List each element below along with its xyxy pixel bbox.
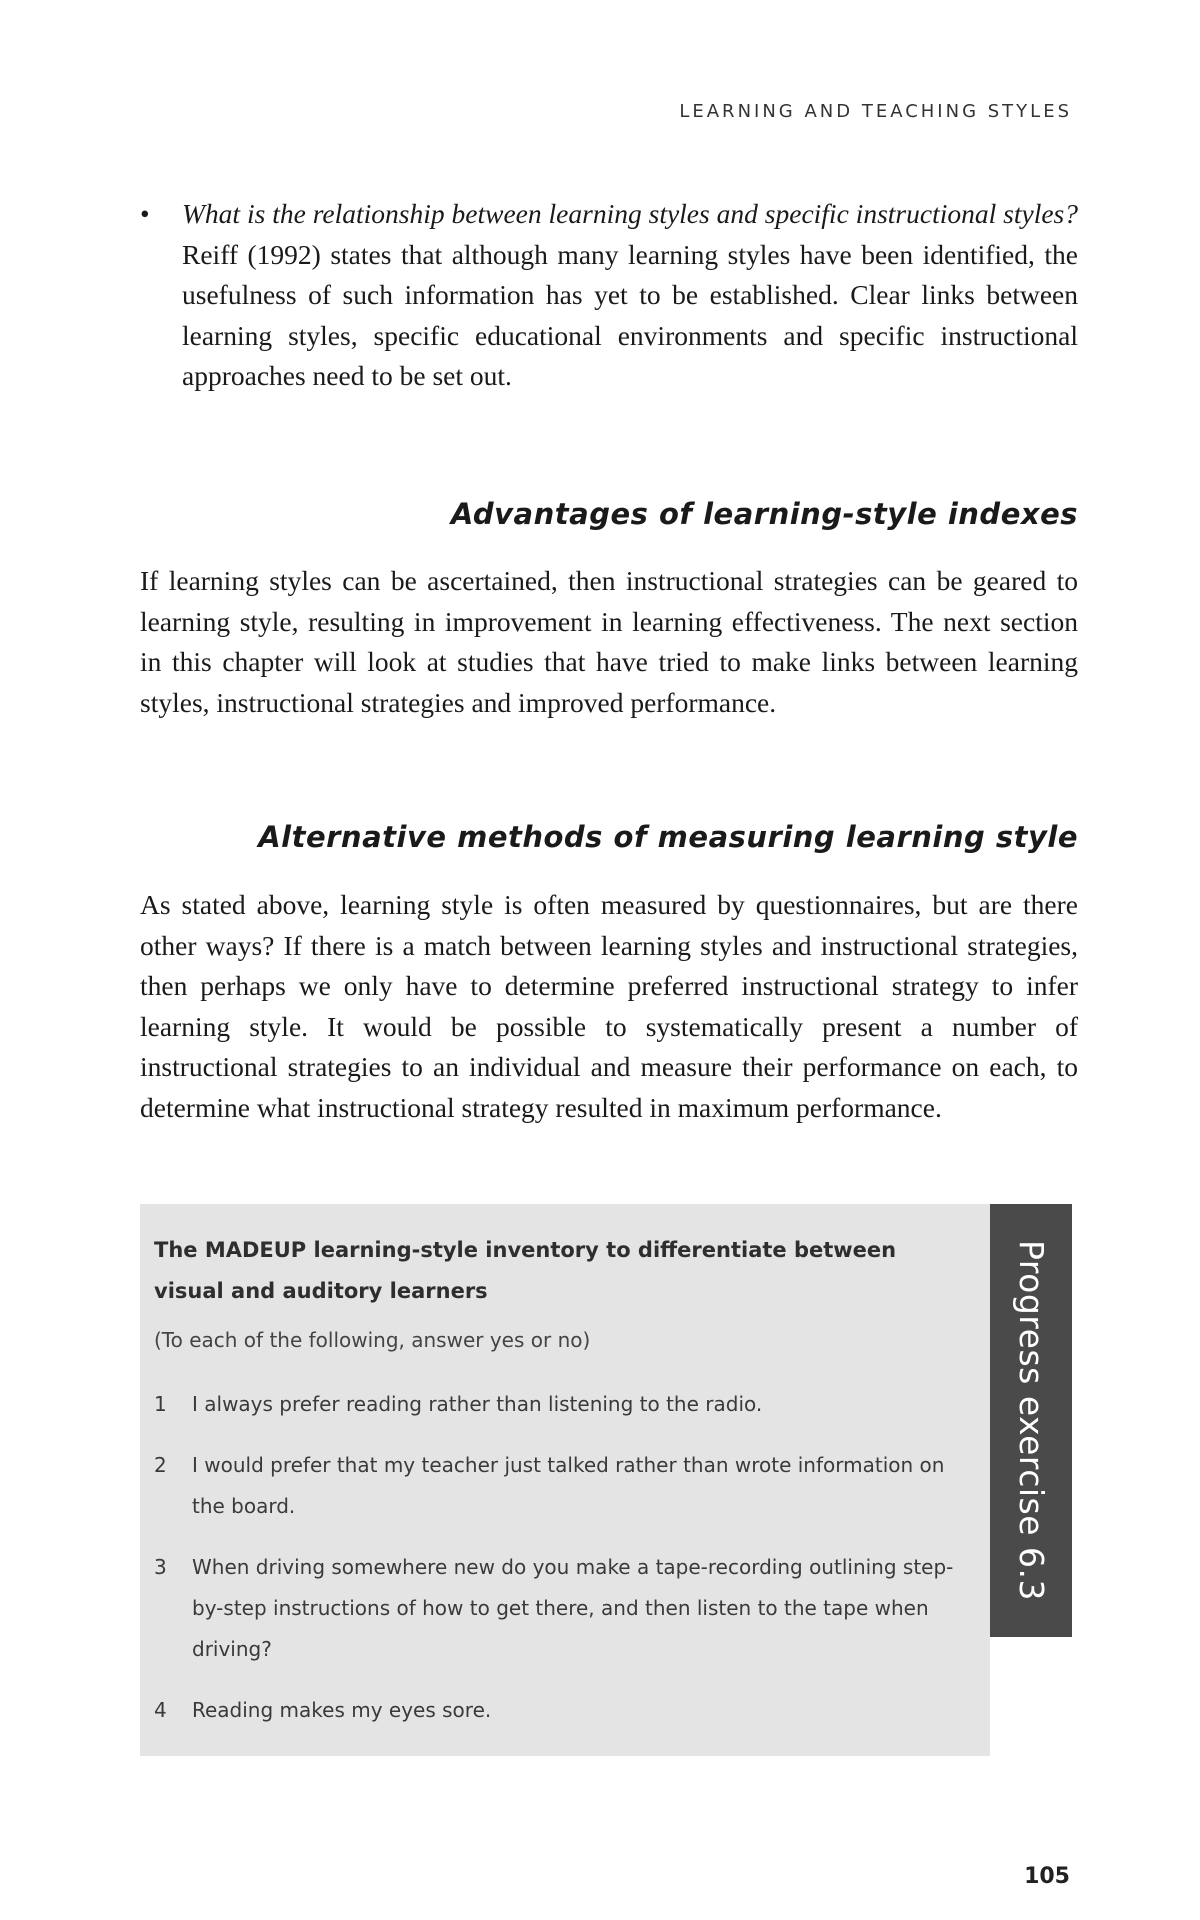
section-heading-advantages: Advantages of learning-style indexes (450, 497, 1078, 531)
exercise-item (154, 1690, 974, 1731)
page-number: 105 (1024, 1864, 1070, 1889)
exercise-item (154, 1384, 974, 1425)
section-heading-alternative-methods: Alternative methods of measuring learning style (258, 820, 1078, 854)
progress-exercise-tab-label: Progress exercise 6.3 (1011, 1240, 1051, 1601)
exercise-item-text: I would prefer that my teacher just talked rather than wrote information on the board. (192, 1453, 945, 1518)
paragraph-advantages: If learning styles can be ascertained, then instructional strategies can be geared to learning style, resulting in improvement in learning effectiveness. The next section in this chapter will look at studies that have tried to make links between learning styles, instructional strategies and improved performance. (140, 565, 1078, 718)
bullet-body: Reiff (1992) states that although many learning styles have been identified, the usefulness of such information has yet to be established. Clear links between learning styles, specific educational environments and specific instructional approaches need to be set out. (182, 238, 1078, 391)
exercise-item (154, 1445, 974, 1527)
exercise-item-number: 1 (154, 1392, 167, 1416)
exercise-item-number: 3 (154, 1555, 167, 1579)
progress-exercise-tab (990, 1204, 1072, 1637)
exercise-instruction: (To each of the following, answer yes or no) (154, 1328, 591, 1352)
exercise-item-number: 4 (154, 1698, 167, 1722)
paragraph-alternative-methods: As stated above, learning style is often measured by questionnaires, but are there other ways? If there is a match between learning styles and instructional strategies, then perhaps we only have to determine preferred instructional strategy to infer learning style. It would be possible to systematically present a number of instructional strategies to an individual and measure their performance on each, to determine what instructional strategy resulted in maximum performance. (140, 889, 1078, 1123)
exercise-item-number: 2 (154, 1453, 167, 1477)
exercise-list (154, 1384, 974, 1751)
bullet-mark: • (140, 198, 150, 229)
exercise-item-text: Reading makes my eyes sore. (192, 1698, 492, 1722)
running-head: LEARNING AND TEACHING STYLES (679, 101, 1072, 122)
exercise-item (154, 1547, 974, 1670)
exercise-item-text: I always prefer reading rather than listening to the radio. (192, 1392, 763, 1416)
bullet-question: What is the relationship between learning styles and specific instructional styles? (182, 198, 1078, 229)
exercise-title: The MADEUP learning-style inventory to differentiate between visual and auditory learners (154, 1238, 897, 1303)
exercise-item-text: When driving somewhere new do you make a tape-recording outlining step-by-step instructions of how to get there, and then listen to the tape when driving? (192, 1555, 954, 1661)
progress-exercise-box (140, 1204, 990, 1756)
bullet-item (140, 194, 1078, 397)
bullet-text (182, 194, 1078, 397)
